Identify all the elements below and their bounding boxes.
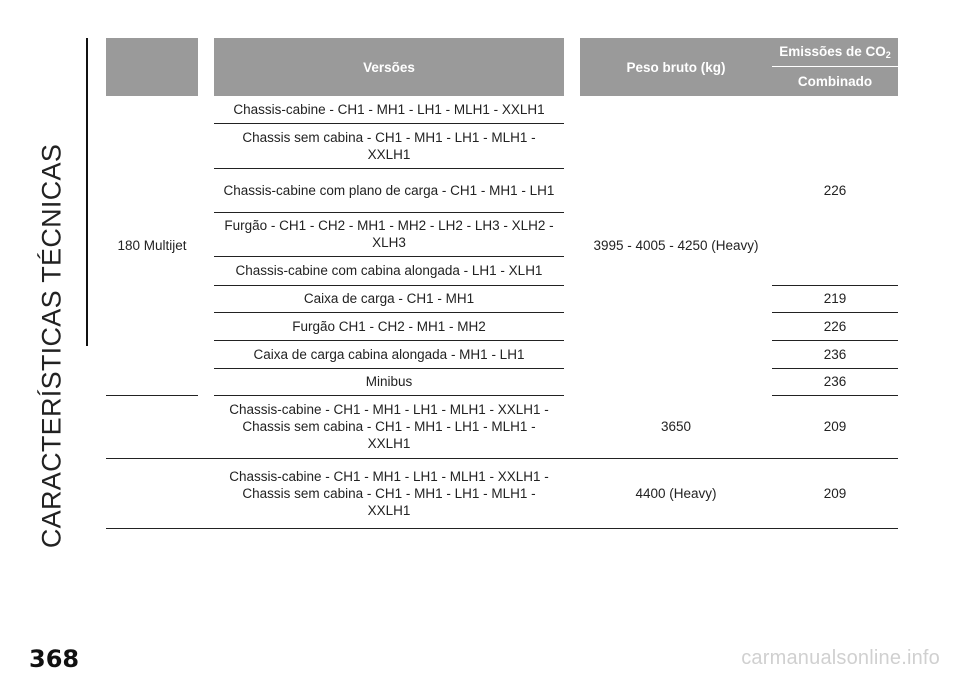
co2-cell: 209	[772, 395, 898, 458]
co2-cell: 226	[772, 96, 898, 285]
co2-cell: 209	[772, 458, 898, 528]
header-weight: Peso bruto (kg)	[580, 38, 772, 96]
section-rule	[86, 38, 88, 346]
version-cell: Chassis-cabine - CH1 - MH1 - LH1 - MLH1 - XXLH1 - Chassis sem cabina - CH1 - MH1 - LH1 - MLH1 - XXLH1	[214, 395, 564, 458]
co2-cell: 236	[772, 368, 898, 395]
version-cell: Caixa de carga cabina alongada - MH1 - LH1	[214, 340, 564, 368]
page-number: 368	[29, 645, 80, 673]
version-cell: Minibus	[214, 368, 564, 395]
header-engine	[106, 38, 198, 96]
version-cell: Chassis-cabine com plano de carga - CH1 - MH1 - LH1	[214, 168, 564, 212]
engine-cell: 180 Multijet	[106, 96, 198, 395]
weight-cell: 3650	[580, 395, 772, 458]
version-cell: Caixa de carga - CH1 - MH1	[214, 285, 564, 312]
version-cell: Chassis-cabine - CH1 - MH1 - LH1 - MLH1 - XXLH1	[214, 96, 564, 123]
version-cell: Furgão - CH1 - CH2 - MH1 - MH2 - LH2 - LH3 - XLH2 - XLH3	[214, 212, 564, 256]
weight-cell: 4400 (Heavy)	[580, 458, 772, 528]
header-emissions: Emissões de $CO_2$	[772, 38, 898, 67]
co2-cell: 236	[772, 340, 898, 368]
version-cell: Chassis sem cabina - CH1 - MH1 - LH1 - MLH1 - XXLH1	[214, 123, 564, 168]
version-cell: Furgão CH1 - CH2 - MH1 - MH2	[214, 312, 564, 340]
weight-cell: 3995 - 4005 - 4250 (Heavy)	[593, 238, 759, 253]
version-cell: Chassis-cabine - CH1 - MH1 - LH1 - MLH1 - XXLH1 - Chassis sem cabina - CH1 - MH1 - LH1 - MLH1 - XXLH1	[214, 458, 564, 528]
co2-cell: 226	[772, 312, 898, 340]
version-cell	[106, 395, 198, 458]
co2-cell: 219	[772, 285, 898, 312]
header-versions: Versões	[214, 38, 564, 96]
version-cell: Chassis-cabine com cabina alongada - LH1 - XLH1	[214, 256, 564, 285]
emissions-table	[106, 38, 898, 529]
watermark: carmanualsonline.info	[741, 647, 940, 669]
header-combined: Combinado	[772, 67, 898, 97]
